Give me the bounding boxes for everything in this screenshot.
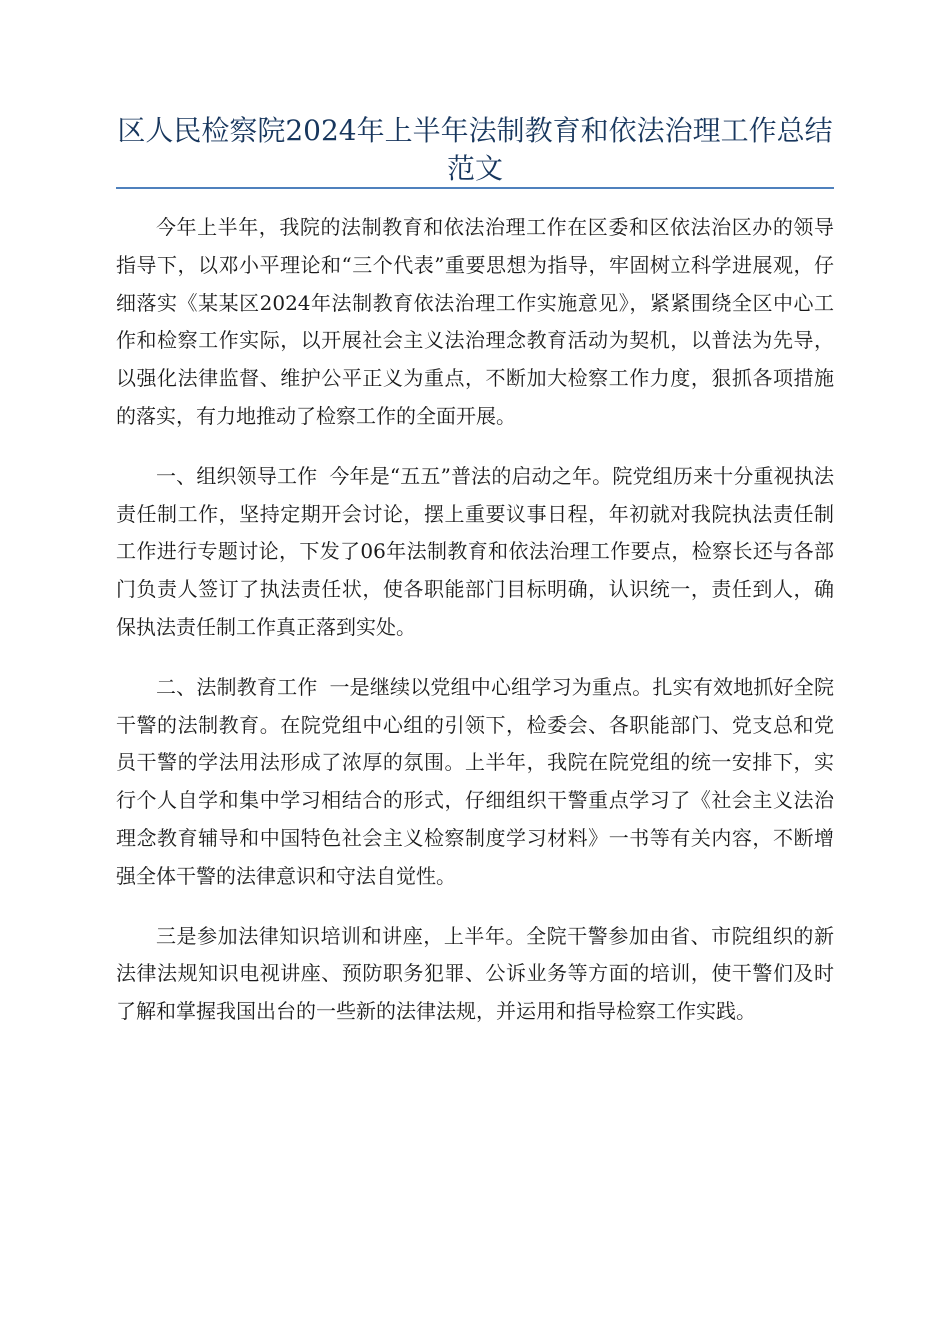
title-underline	[116, 187, 834, 189]
paragraph-training	[116, 918, 834, 1031]
document-title: 区人民检察院2024年上半年法制教育和依法治理工作总结范文	[117, 114, 833, 185]
paragraph-text: 一是继续以党组中心组学习为重点。扎实有效地抓好全院干警的法制教育。在院党组中心组的引领下，检委会、各职能部门、党支总和党员干警的学法用法形成了浓厚的氛围。上半年，我院在院党组的统一安排下，实行个人自学和集中学习相结合的形式，仔细组织干警重点学习了《社会主义法治理念教育辅导和中国特色社会主义检察制度学习材料》一书等有关内容，不断增强全体干警的法律意识和守法自觉性。	[116, 674, 834, 888]
paragraph-text: 今年是“五五”普法的启动之年。院党组历来十分重视执法责任制工作，坚持定期开会讨论，摆上重要议事日程，年初就对我院执法责任制工作进行专题讨论，下发了06年法制教育和依法治理工作要点，检察长还与各部门负责人签订了执法责任状，使各职能部门目标明确，认识统一，责任到人，确保执法责任制工作真正落到实处。	[116, 463, 835, 639]
paragraph-text: 今年上半年，我院的法制教育和依法治理工作在区委和区依法治区办的领导指导下，以邓小平理论和“三个代表”重要思想为指导，牢固树立科学进展观，仔细落实《某某区2024年法制教育依法治理工作实施意见》，紧紧围绕全区中心工作和检察工作实际，以开展社会主义法治理念教育活动为契机，以普法为先导，以强化法律监督、维护公平正义为重点，不断加大检察工作力度，狠抓各项措施的落实，有力地推动了检察工作的全面开展。	[116, 215, 834, 428]
paragraph-organization	[116, 458, 834, 647]
paragraph-text: 三是参加法律知识培训和讲座，上半年。全院干警参加由省、市院组织的新法律法规知识电视讲座、预防职务犯罪、公诉业务等方面的培训，使干警们及时了解和掌握我国出台的一些新的法律法规，并运用和指导检察工作实践。	[116, 923, 834, 1024]
section-heading: 二、法制教育工作	[156, 674, 318, 699]
paragraph-intro	[116, 209, 834, 436]
section-heading: 一、组织领导工作	[156, 463, 318, 488]
paragraph-education	[116, 669, 834, 896]
document-body	[116, 209, 834, 1053]
